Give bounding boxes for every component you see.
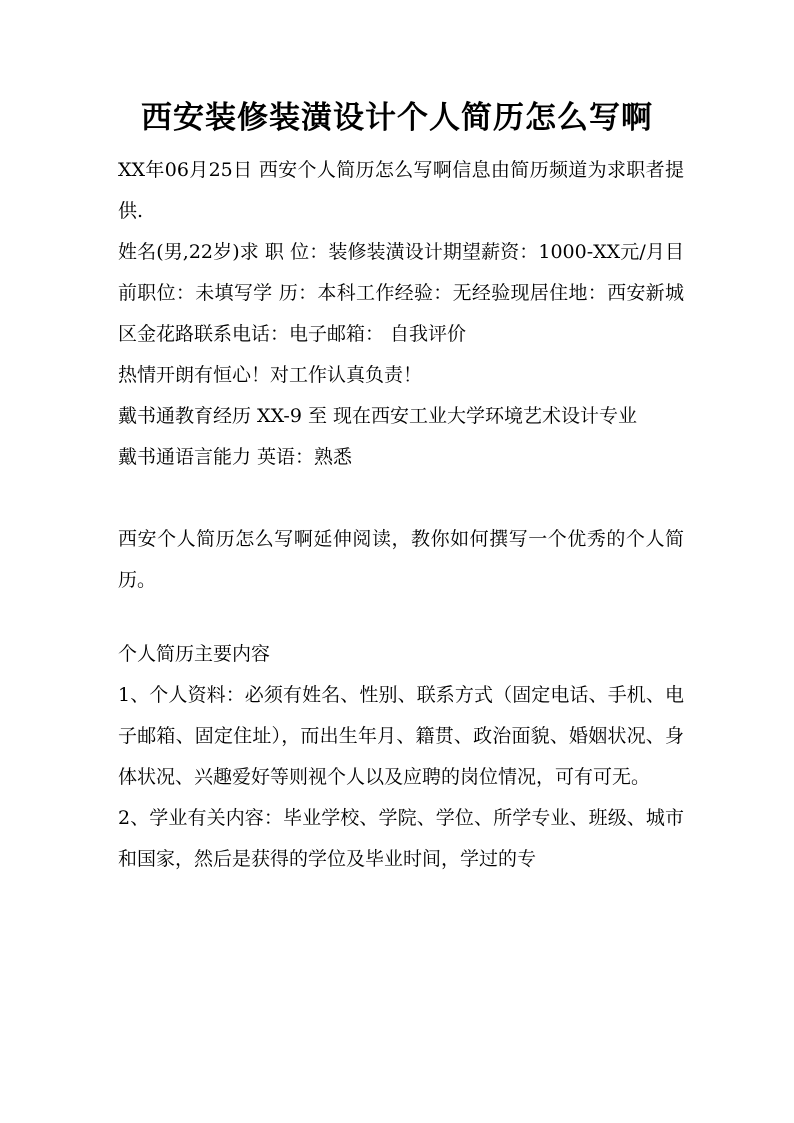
language-skill-paragraph: 戴书通语言能力 英语：熟悉: [118, 446, 353, 468]
extended-reading-paragraph: 西安个人简历怎么写啊延伸阅读，教你如何撰写一个优秀的个人简历。: [118, 528, 684, 591]
self-evaluation-paragraph: 热情开朗有恒心！对工作认真负责！: [118, 364, 423, 386]
date-intro-paragraph: XX年06月25日 西安个人简历怎么写啊信息由简历频道为求职者提供.: [118, 159, 684, 222]
spacer: [118, 601, 684, 634]
document-body: [118, 150, 684, 880]
list-item-personal-data: 1、个人资料：必须有姓名、性别、联系方式（固定电话、手机、电子邮箱、固定住址），而出生年月、籍贯、政治面貌、婚姻状况、身体状况、兴趣爱好等则视个人以及应聘的岗位情况，可有可无。: [118, 684, 684, 788]
education-paragraph: 戴书通教育经历 XX-9 至 现在西安工业大学环境艺术设计专业: [118, 405, 638, 427]
list-item-education-content: 2、学业有关内容：毕业学校、学院、学位、所学专业、班级、城市和国家，然后是获得的学位及毕业时间，学过的专: [118, 807, 684, 870]
spacer: [118, 478, 684, 519]
document-title: 西安装修装潢设计个人简历怎么写啊: [141, 100, 653, 136]
section-heading: 个人简历主要内容: [118, 643, 271, 665]
personal-info-paragraph: 姓名(男,22岁)求 职 位：装修装潢设计期望薪资：1000-XX元/月目前职位：未填写学 历：本科工作经验：无经验现居住地：西安新城区金花路联系电话：电子邮箱： 自我评价: [118, 241, 684, 345]
